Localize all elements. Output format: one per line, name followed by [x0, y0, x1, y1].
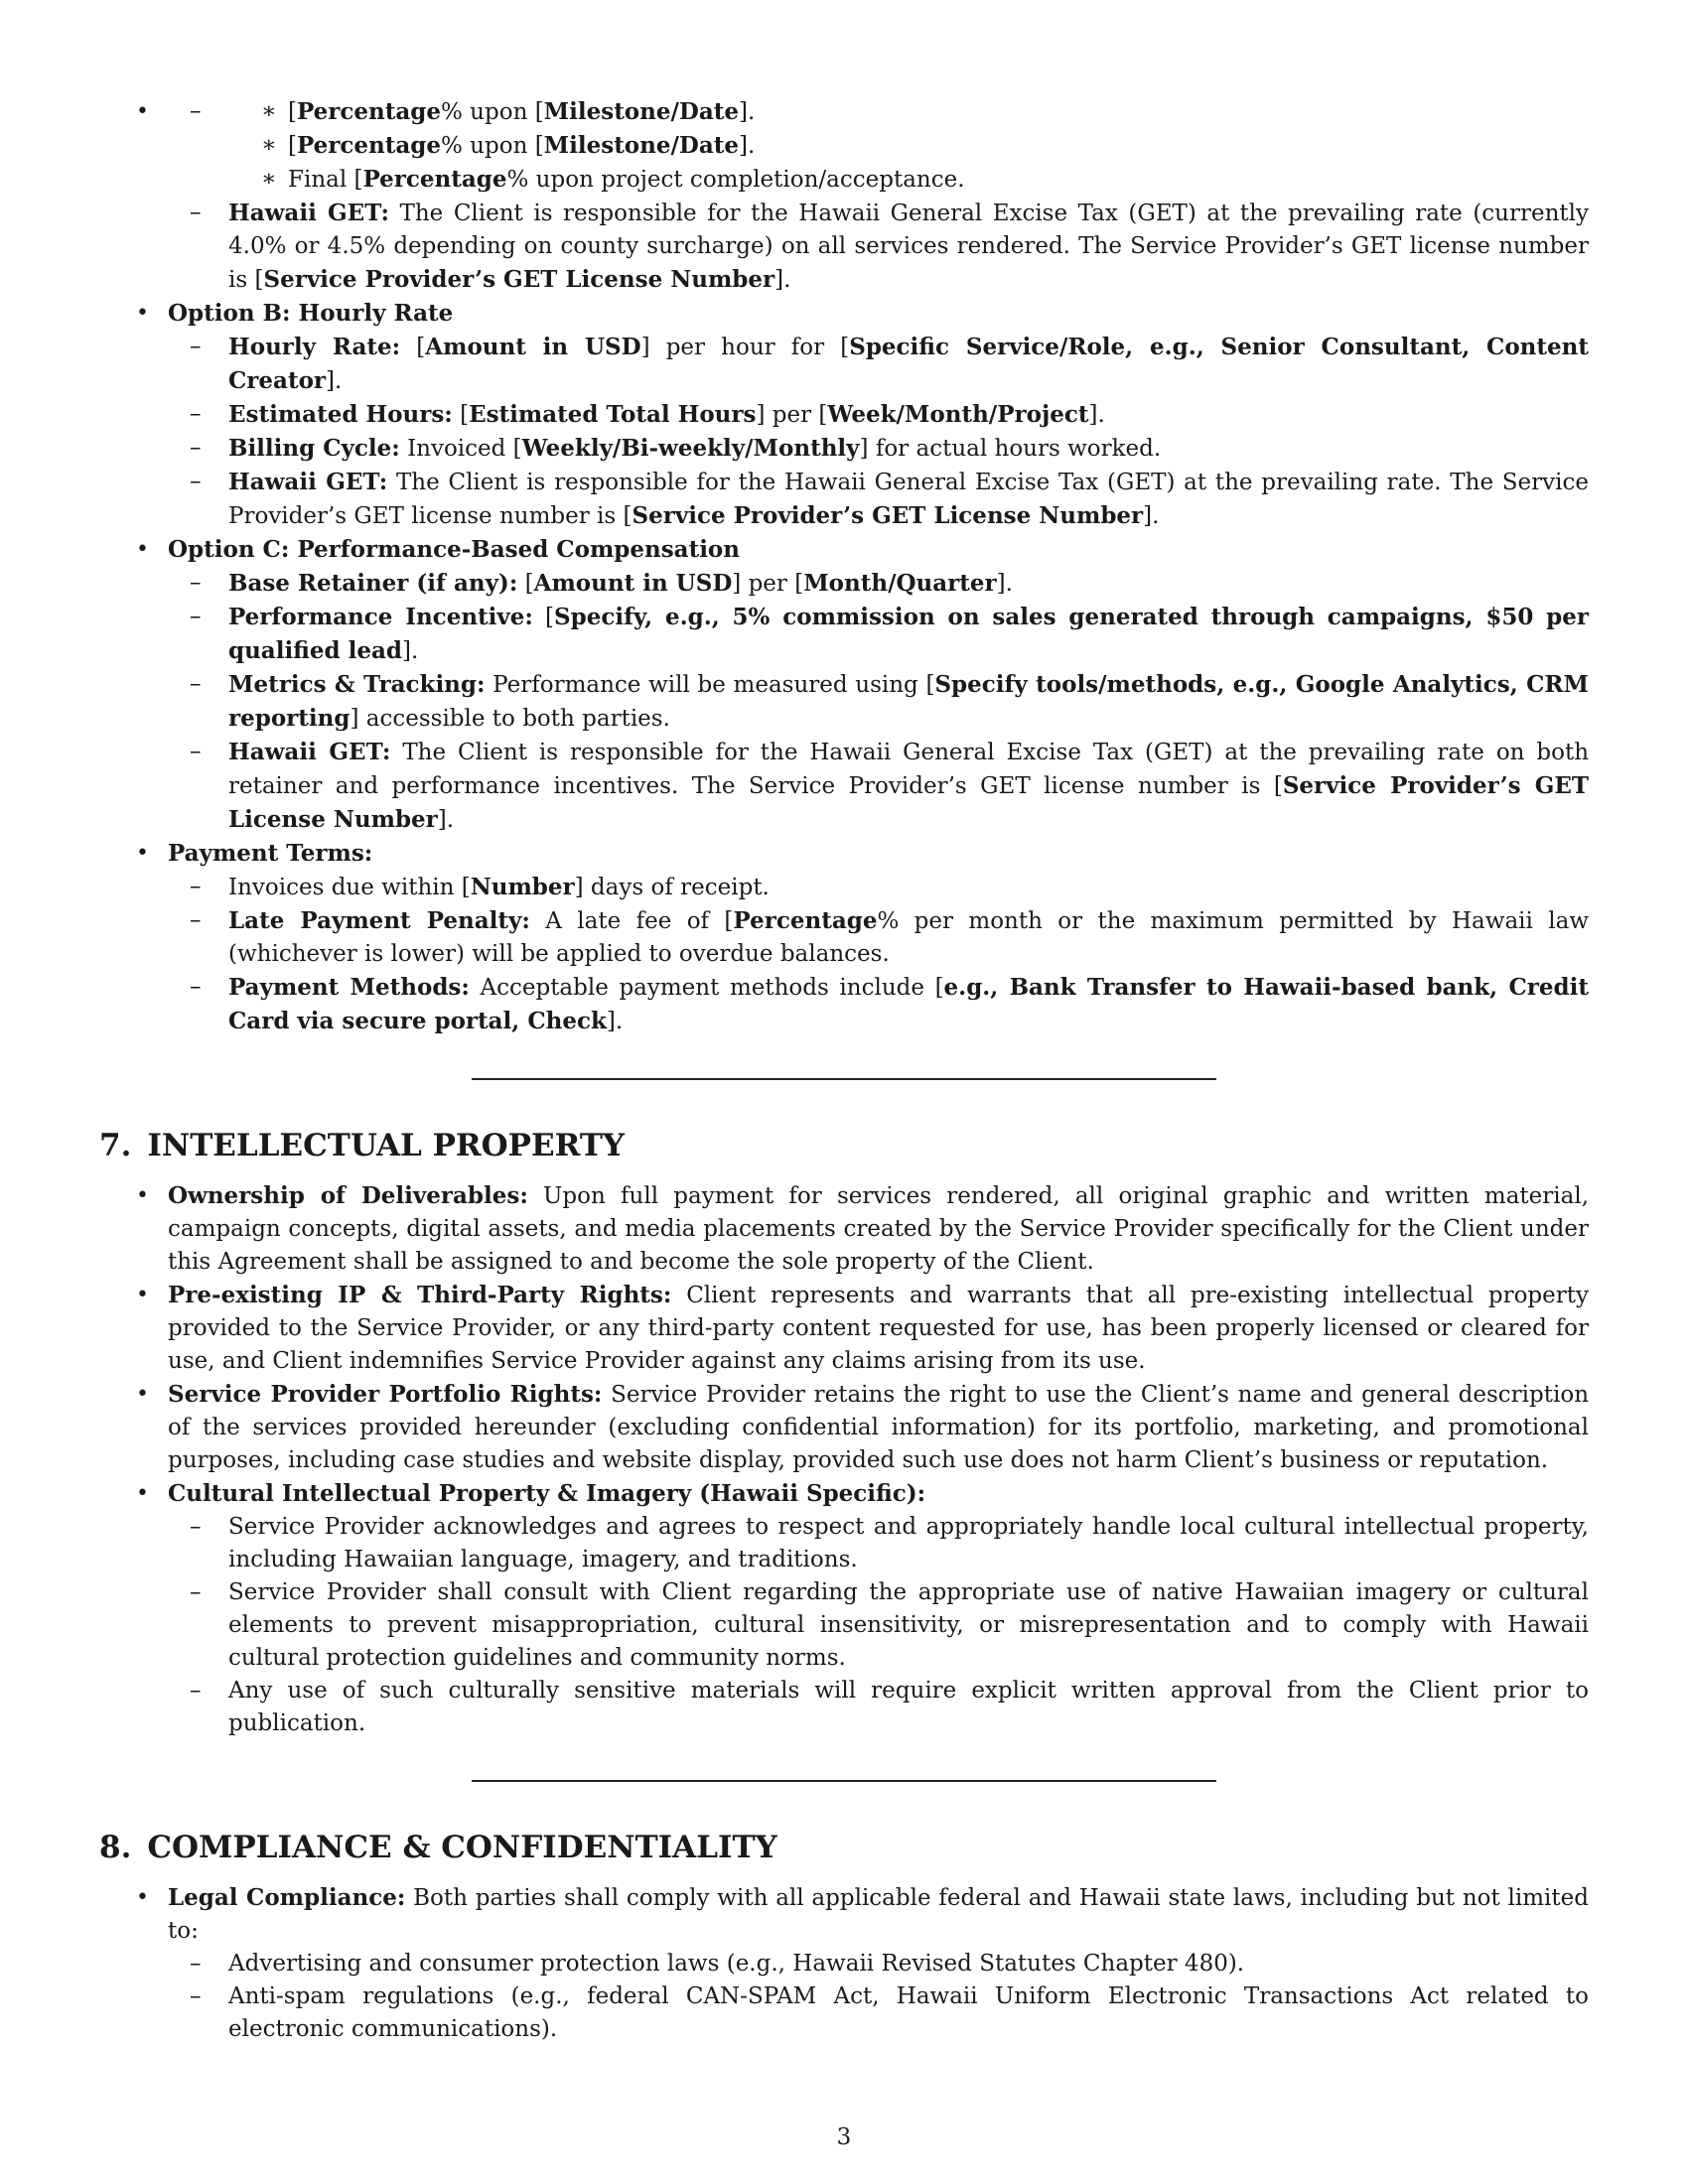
section-divider — [472, 1078, 1216, 1080]
page-number: 3 — [836, 2124, 852, 2150]
payment-options-list — [99, 95, 1589, 1038]
hourly-rate: – Hourly Rate: [Amount in USD] per hour for [Specific Service/Role, e.g., Senior Consultant, Content Creator]. — [168, 331, 1589, 398]
schedule-item-final: ∗ Final [Percentage% upon project completion/acceptance. — [228, 163, 1589, 197]
option-a-continuation — [99, 95, 1589, 297]
payment-terms-sublist — [168, 871, 1589, 1038]
option-a-sublist — [168, 95, 1589, 297]
cultural-ip-item: – Service Provider shall consult with Client regarding the appropriate use of native Hawaiian imagery or cultural elements to prevent misappropriation, cultural insensitivity, or misrepresentation and to comply with Hawaii cultural protection guidelines and community norms. — [168, 1576, 1589, 1675]
billing-cycle: – Billing Cycle: Invoiced [Weekly/Bi-weekly/Monthly] for actual hours worked. — [168, 432, 1589, 466]
compliance-item: – Advertising and consumer protection laws (e.g., Hawaii Revised Statutes Chapter 480). — [168, 1948, 1589, 1980]
cultural-ip: • Cultural Intellectual Property & Imagery (Hawaii Specific): – Service Provider acknowledges and agrees to respect and appropriately handle local cultural intellectual property, including Hawaiian language, imagery, and traditions. – Service Provider shall consult with Client regarding the appropriate use of native Hawaiian imagery or cultural elements to prevent misappropriation, cultural insensitivity, or misrepresentation and to comply with Hawaii cultural protection guidelines and community norms. – Any use of such culturally sensitive materials will require explicit written approval from the Client prior to publication. — [99, 1477, 1589, 1740]
section-heading-compliance: 8. COMPLIANCE & CONFIDENTIALITY — [99, 1830, 777, 1865]
schedule-item: ∗ – • [Percentage% upon [Milestone/Date]. — [228, 95, 1589, 129]
payment-methods: – Payment Methods: Acceptable payment methods include [e.g., Bank Transfer to Hawaii-based bank, Credit Card via secure portal, Check]. — [168, 971, 1589, 1038]
section-heading-intellectual-property: 7. INTELLECTUAL PROPERTY — [99, 1128, 626, 1163]
legal-compliance-sublist — [168, 1948, 1589, 2046]
option-c-sublist — [168, 567, 1589, 837]
invoice-due: – Invoices due within [Number] days of receipt. — [168, 871, 1589, 904]
late-payment-penalty: – Late Payment Penalty: A late fee of [Percentage% per month or the maximum permitted by Hawaii law (whichever is lower) will be applied to overdue balances. — [168, 904, 1589, 971]
portfolio-rights: • Service Provider Portfolio Rights: Service Provider retains the right to use the Client’s name and general description of the services provided hereunder (excluding confidential information) for its portfolio, marketing, and promotional purposes, including case studies and website display, provided such use does not harm Client’s business or reputation. — [99, 1378, 1589, 1477]
option-a-schedule — [168, 95, 1589, 197]
base-retainer: – Base Retainer (if any): [Amount in USD] per [Month/Quarter]. — [168, 567, 1589, 601]
option-b: • Option B: Hourly Rate – Hourly Rate: [Amount in USD] per hour for [Specific Service/Role, e.g., Senior Consultant, Content Creator]. – Estimated Hours: [Estimated Total Hours] per [Week/Month/Project]. – Billing Cycle: Invoiced [Weekly/Bi-weekly/Monthly] for actual hours worked. – Hawaii GET: The Client is responsible for the Hawaii General Excise Tax (GET) at the prevailing rate. The Service Provider’s GET license number is [Service Provider’s GET License Number]. — [99, 297, 1589, 533]
compliance-item: – Anti-spam regulations (e.g., federal CAN-SPAM Act, Hawaii Uniform Electronic Transactions Act related to electronic communications). — [168, 1980, 1589, 2046]
cultural-ip-item: – Any use of such culturally sensitive materials will require explicit written approval from the Client prior to publication. — [168, 1675, 1589, 1740]
metrics-tracking: – Metrics & Tracking: Performance will be measured using [Specify tools/methods, e.g., Google Analytics, CRM reporting] accessible to both parties. — [168, 668, 1589, 736]
document-page — [99, 95, 1589, 2046]
payment-terms: • Payment Terms: – Invoices due within [Number] days of receipt. – Late Payment Penalty: A late fee of [Percentage% per month or the maximum permitted by Hawaii law (whichever is lower) will be applied to overdue balances. – Payment Methods: Acceptable payment methods include [e.g., Bank Transfer to Hawaii-based bank, Credit Card via secure portal, Check]. — [99, 837, 1589, 1038]
option-c: • Option C: Performance-Based Compensation – Base Retainer (if any): [Amount in USD] per [Month/Quarter]. – Performance Incentive: [Specify, e.g., 5% commission on sales generated through campaigns, $50 per qualified lead]. – Metrics & Tracking: Performance will be measured using [Specify tools/methods, e.g., Google Analytics, CRM reporting] accessible to both parties. – Hawaii GET: The Client is responsible for the Hawaii General Excise Tax (GET) at the prevailing rate on both retainer and performance incentives. The Service Provider’s GET license number is [Service Provider’s GET License Number]. — [99, 533, 1589, 837]
option-a-get: – Hawaii GET: The Client is responsible for the Hawaii General Excise Tax (GET) at the prevailing rate (currently 4.0% or 4.5% depending on county surcharge) on all services rendered. The Service Provider’s GET license number is [Service Provider’s GET License Number]. — [168, 197, 1589, 297]
schedule-item: ∗ [Percentage% upon [Milestone/Date]. — [228, 129, 1589, 163]
ownership-of-deliverables: • Ownership of Deliverables: Upon full payment for services rendered, all original graphic and written material, campaign concepts, digital assets, and media placements created by the Service Provider specifically for the Client under this Agreement shall be assigned to and become the sole property of the Client. — [99, 1179, 1589, 1279]
compliance-list — [99, 1881, 1589, 2046]
estimated-hours: – Estimated Hours: [Estimated Total Hours] per [Week/Month/Project]. — [168, 398, 1589, 432]
cultural-ip-item: – Service Provider acknowledges and agrees to respect and appropriately handle local cultural intellectual property, including Hawaiian language, imagery, and traditions. — [168, 1511, 1589, 1576]
intellectual-property-list — [99, 1179, 1589, 1740]
option-c-get: – Hawaii GET: The Client is responsible for the Hawaii General Excise Tax (GET) at the prevailing rate on both retainer and performance incentives. The Service Provider’s GET license number is [Service Provider’s GET License Number]. — [168, 736, 1589, 837]
legal-compliance: • Legal Compliance: Both parties shall comply with all applicable federal and Hawaii state laws, including but not limited to: – Advertising and consumer protection laws (e.g., Hawaii Revised Statutes Chapter 480). – Anti-spam regulations (e.g., federal CAN-SPAM Act, Hawaii Uniform Electronic Transactions Act related to electronic communications). — [99, 1881, 1589, 2046]
performance-incentive: – Performance Incentive: [Specify, e.g., 5% commission on sales generated through campaigns, $50 per qualified lead]. — [168, 601, 1589, 668]
cultural-ip-sublist — [168, 1511, 1589, 1740]
section-divider — [472, 1780, 1216, 1782]
pre-existing-ip: • Pre-existing IP & Third-Party Rights: Client represents and warrants that all pre-existing intellectual property provided to the Service Provider, or any third-party content requested for use, has been properly licensed or cleared for use, and Client indemnifies Service Provider against any claims arising from its use. — [99, 1279, 1589, 1378]
payment-schedule-list — [228, 95, 1589, 197]
option-b-get: – Hawaii GET: The Client is responsible for the Hawaii General Excise Tax (GET) at the prevailing rate. The Service Provider’s GET license number is [Service Provider’s GET License Number]. — [168, 466, 1589, 533]
option-b-sublist — [168, 331, 1589, 533]
